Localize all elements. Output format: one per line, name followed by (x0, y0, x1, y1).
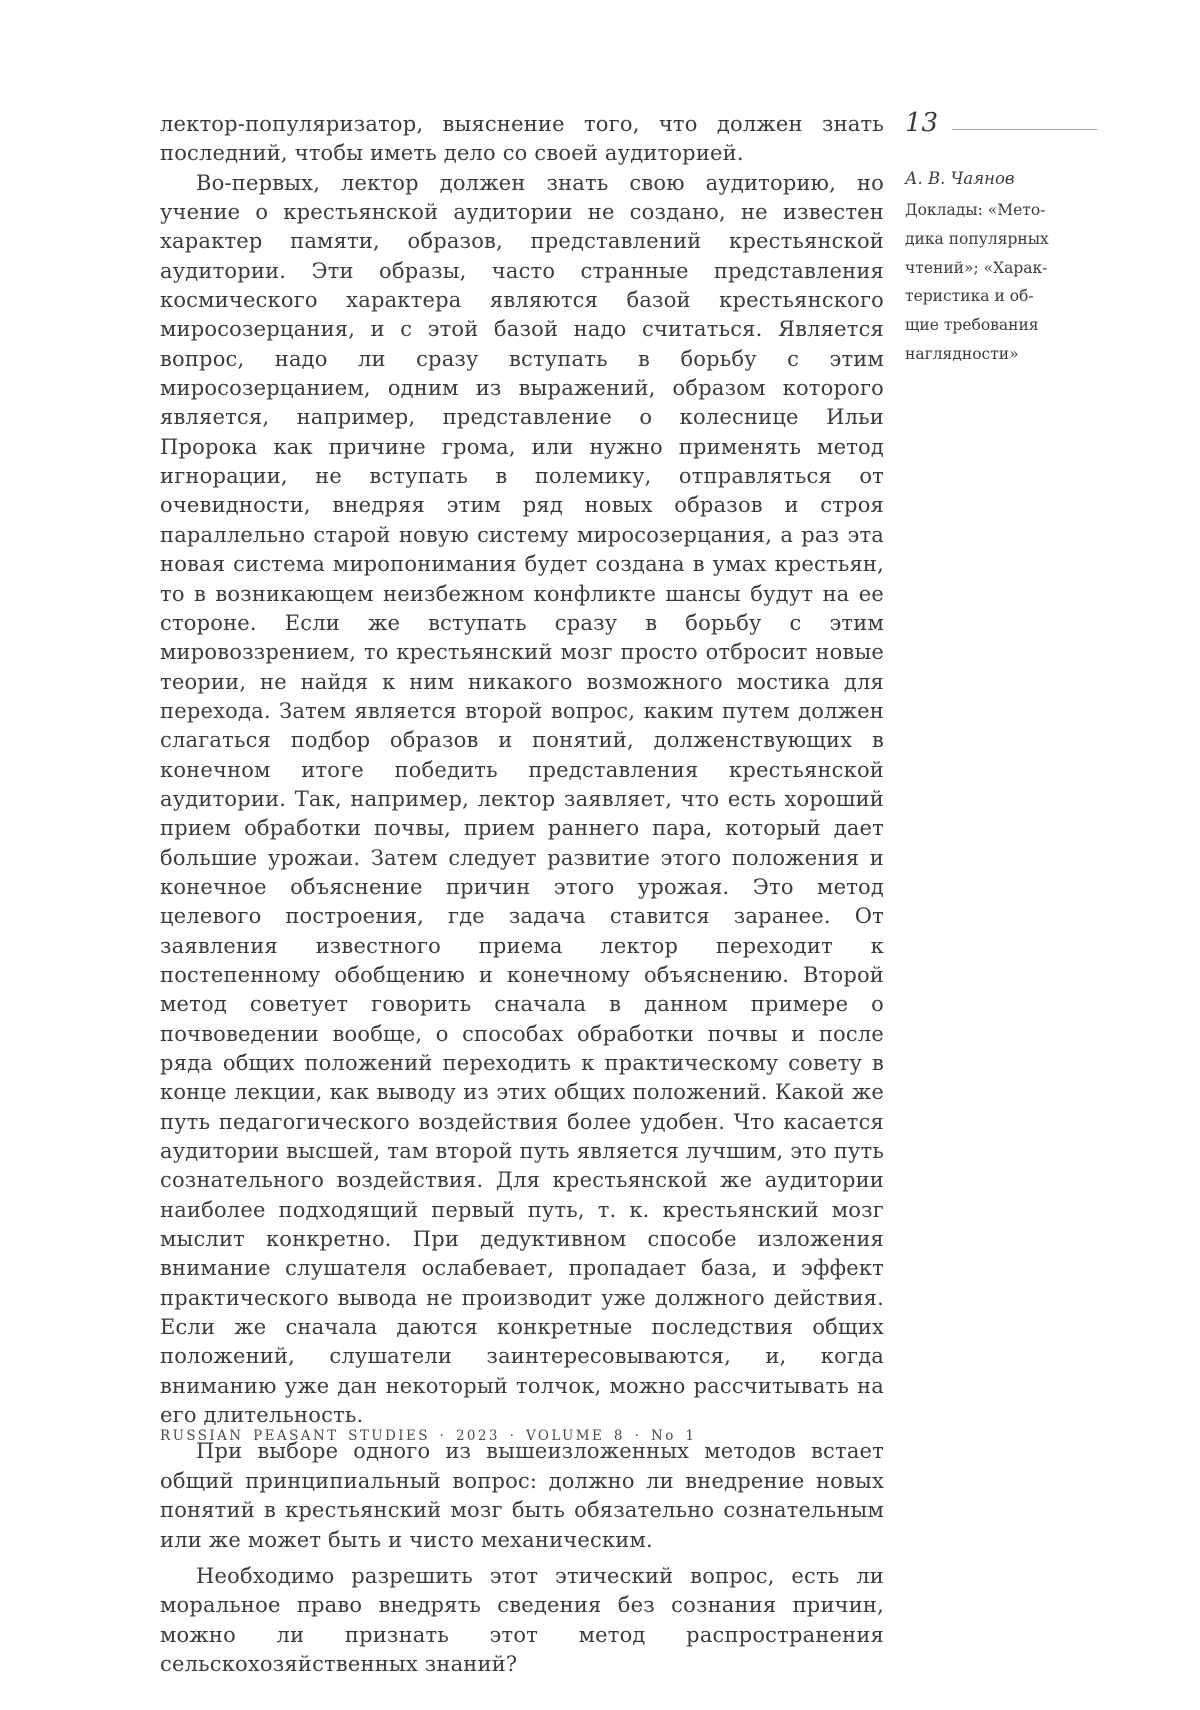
margin-note-line: теристика и об- (905, 287, 1034, 306)
page-footer: RUSSIAN PEASANT STUDIES · 2023 · VOLUME 8 · No 1 (160, 1428, 697, 1444)
paragraph: Во-первых, лектор должен знать свою аудиторию, но учение о крестьянской аудитории не создано, не известен характер памяти, образов, представлений крестьянской аудитории. Эти образы, часто странные представления космического характера являются базой крестьянского миросозерцания, и с этой базой надо считаться. Является вопрос, надо ли сразу вступать в борьбу с этим миросозерцанием, одним из выражений, образом которого является, например, представление о колеснице Ильи Пророка как причине грома, или нужно применять метод игнорации, не вступать в полемику, отправляться от очевидности, внедряя этим ряд новых образов и строя параллельно старой новую систему миросозерцания, а раз эта новая система миропонимания будет создана в умах крестьян, то в возникающем неизбежном конфликте шансы будут на ее стороне. Если же вступать сразу в борьбу с этим мировоззрением, то крестьянский мозг просто отбросит новые теории, не найдя к ним никакого возможного мостика для перехода. Затем является второй вопрос, каким путем должен слагаться подбор образов и понятий, долженствующих в конечном итоге победить представления крестьянской аудитории. Так, например, лектор заявляет, что есть хороший прием обработки почвы, прием раннего пара, который дает большие урожаи. Затем следует развитие этого положения и конечное объяснение причин этого урожая. Это метод целевого построения, где задача ставится заранее. От заявления известного приема лектор переходит к постепенному обобщению и конечному объяснению. Второй метод советует говорить сначала в данном примере о почвоведении вообще, о способах обработки почвы и после ряда общих положений переходить к практическому совету в конце лекции, как выводу из этих общих положений. Какой же путь педагогического воздействия более удобен. Что касается аудитории высшей, там второй путь является лучшим, это путь сознательного воздействия. Для крестьянской же аудитории наиболее подходящий первый путь, т. к. крестьянский мозг мыслит конкретно. При дедуктивном способе изложения внимание слушателя ослабевает, пропадает база, и эффект практического вывода не производит уже должного действия. Если же сначала даются конкретные последствия общих положений, слушатели заинтересовываются, и, когда вниманию уже дан некоторый толчок, можно рассчитывать на его длительность. (160, 170, 884, 1428)
page-number-row (905, 110, 1097, 136)
margin-note (905, 196, 1097, 369)
paragraph-continuation: лектор-популяризатор, выяснение того, что должен знать последний, чтобы иметь дело со своей аудиторией. (160, 112, 884, 166)
margin-note-line: чтений»; «Харак- (905, 258, 1048, 277)
paragraph: При выборе одного из вышеизложенных методов встает общий принципиальный вопрос: должно ли внедрение новых понятий в крестьянский мозг быть обязательно сознательным или же может быть и чисто механическим. (160, 1439, 884, 1552)
margin-author: А. В. Чаянов (905, 169, 1015, 188)
margin-note-line: наглядности» (905, 344, 1019, 363)
page-number: 13 (905, 108, 939, 138)
margin-note-line: Доклады: «Мето- (905, 201, 1046, 219)
margin-note-line: щие требования (905, 316, 1039, 335)
margin-note-line: дика популярных (905, 229, 1049, 248)
paragraph: Необходимо разрешить этот этический вопрос, есть ли моральное право внедрять сведения без сознания причин, можно ли признать этот метод распространения сельскохозяйственных знаний? (160, 1563, 884, 1676)
header-rule (952, 129, 1097, 130)
margin-column (905, 110, 1097, 369)
